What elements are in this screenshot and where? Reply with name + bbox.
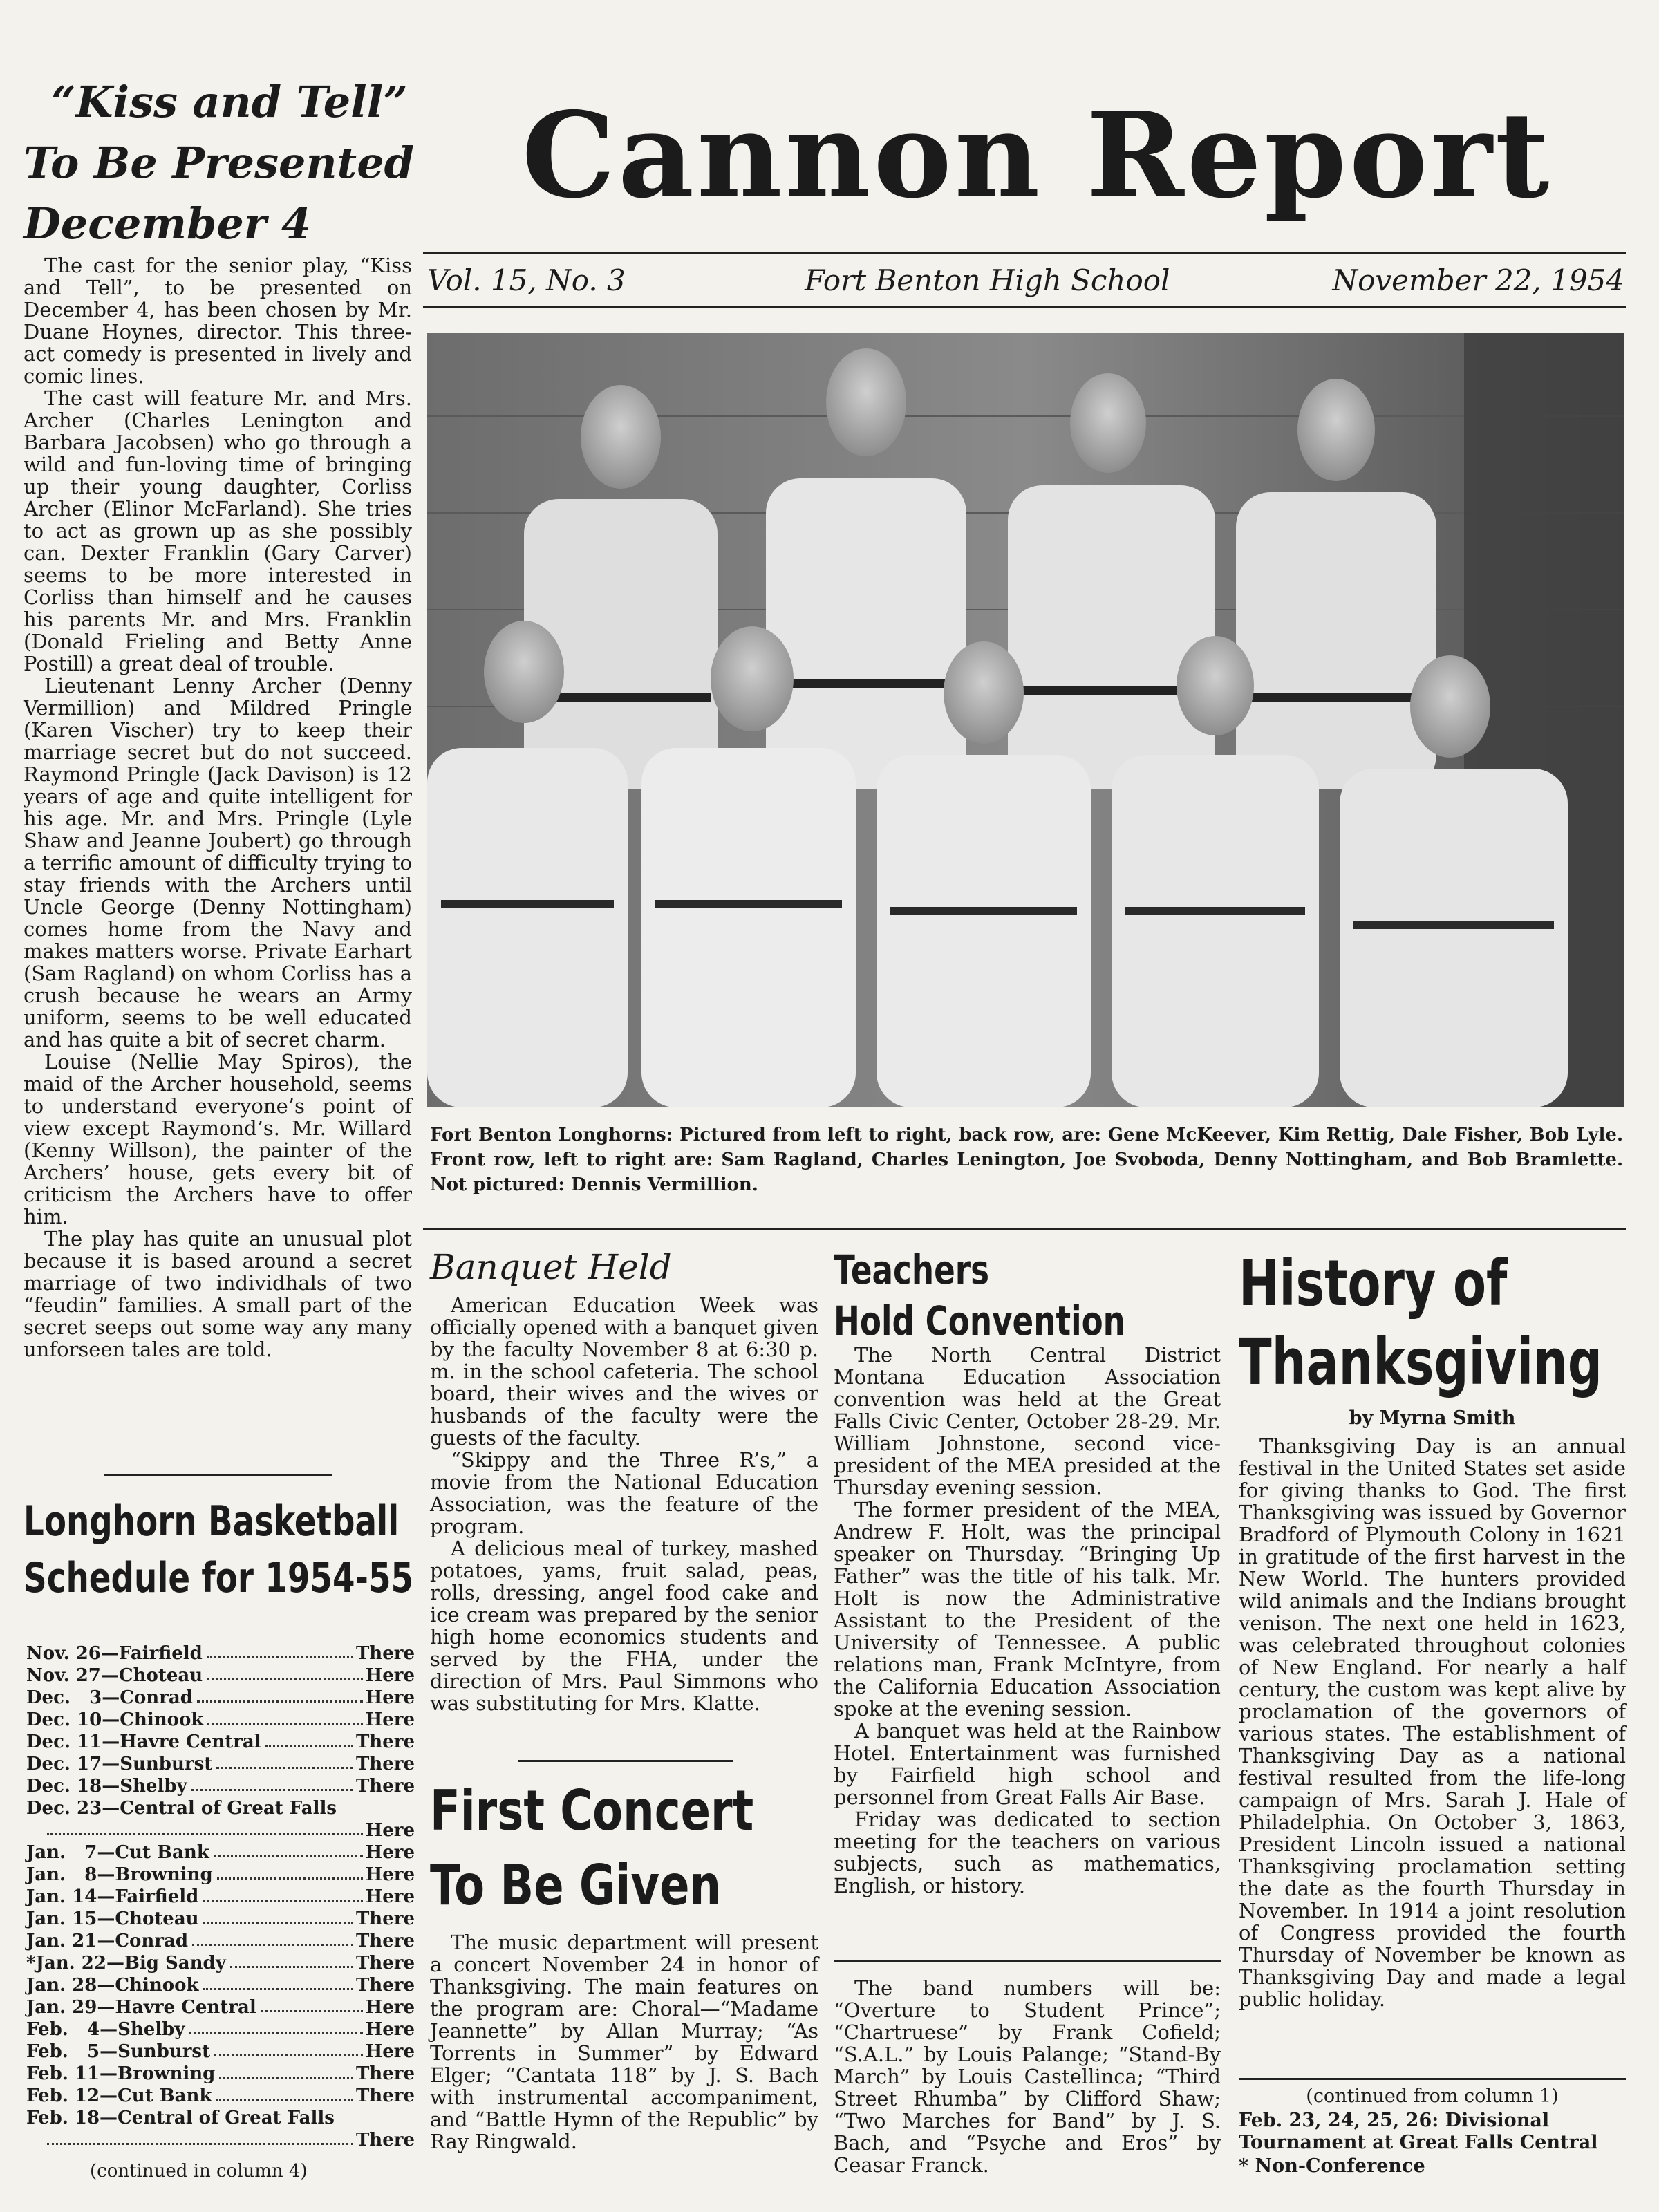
teachers-paragraph: Friday was dedicated to section meeting for the teachers on various subjects, such as mathematics, English, or history. [834,1808,1221,1897]
game-opponent: Sunburst [120,1754,213,1774]
play-paragraph: The play has quite an unusual plot because it is based around a secret marriage of two individhals of two “feudin” families. A small part of the secret seeps out some way any many unforseen tales are told. [24,1227,412,1361]
schedule-row [26,1775,415,1797]
concert-band-article [834,1977,1221,2176]
dot-leader [214,2041,363,2056]
game-opponent: Conrad [120,1687,193,1708]
play-paragraph: Louise (Nellie May Spiros), the maid of the Archer household, seems to understand everyone’s point of view except Raymond’s. Mr. Willard (Kenny Willson), the painter of the Archers’ house, gets every bit of criticism the Archers have to offer him. [24,1050,412,1228]
schedule-row [26,1687,415,1709]
dash: — [97,1909,115,1929]
thanksgiving-headline-line-1: History of [1239,1246,1508,1320]
schedule-row [26,1930,415,1952]
basketball-schedule [26,1642,415,2151]
dash: — [100,1665,119,1686]
game-date: Nov. 26 [26,1643,101,1664]
schedule-row [26,1797,415,1819]
game-date: Dec. 3 [26,1687,102,1708]
game-date: Dec. 23 [26,1798,102,1819]
game-opponent: Cut Bank [118,2086,212,2106]
concert-band-paragraph: The band numbers will be: “Overture to Student Prince”; “Chartruese” by Frank Cofield; “S.A.L.” by Louis Palange; “Stand-By March” by Louis Castellinca; “Third Street Rhumba” by Clifford Shaw; “Two Marches for Band” by J. S. Bach, and “Psyche and Eros” by Ceasar Franck. [834,1976,1221,2177]
dot-leader [47,2129,353,2145]
play-headline-line-2: To Be Presented [24,138,414,188]
play-paragraph: Lieutenant Lenny Archer (Denny Vermillion) and Mildred Pringle (Karen Vischer) try to keep their marriage secret but do not succeed. Raymond Pringle (Jack Davison) is 12 years of age and quite intelligent for his age. Mr. and Mrs. Pringle (Lyle Shaw and Jeanne Joubert) go through a terrific amount of difficulty trying to stay friends with the Archers until Uncle George (Denny Nottingham) comes home from the Navy and makes matters worse. Private Earhart (Sam Ragland) on whom Corliss has a crush because he wears an Army uniform, seems to be well educated and has quite a bit of secret charm. [24,674,412,1051]
game-opponent: Browning [118,2063,216,2084]
game-location: Here [365,1665,415,1686]
continued-note: (continued in column 4) [90,2161,308,2182]
game-opponent: Chinook [115,1975,199,1996]
game-date: Jan. 14 [26,1886,97,1907]
thanksgiving-headline-line-2: Thanksgiving [1239,1325,1602,1399]
game-location: There [355,2130,415,2150]
game-opponent: Browning [115,1864,213,1885]
dot-leader [265,1731,353,1747]
dot-leader [207,1665,363,1680]
schedule-row [26,1841,415,1864]
game-date: Jan. 15 [26,1909,97,1929]
game-opponent: Choteau [115,1909,199,1929]
dash: — [100,2086,118,2106]
play-headline [24,72,424,254]
schedule-row [26,2085,415,2107]
dot-leader [230,1952,353,1968]
dash: — [97,1864,115,1885]
game-opponent: Conrad [115,1931,189,1951]
game-location: There [355,1975,415,1996]
thanksgiving-article [1239,1435,1626,2010]
schedule-row [26,1952,415,1974]
dot-leader [207,1709,362,1725]
non-conference-footnote: * Non-Conference [1239,2155,1425,2177]
schedule-row [26,2018,415,2041]
game-date: Feb. 12 [26,2086,100,2106]
dot-leader [189,2018,362,2034]
schedule-row [26,1996,415,2018]
dash: — [97,1842,115,1863]
game-date: Feb. 5 [26,2041,100,2062]
game-location: There [355,2086,415,2106]
play-article [24,254,412,1360]
game-date: Jan. 8 [26,1864,97,1885]
game-opponent: Shelby [120,1776,187,1797]
concert-headline-line-1: First Concert [430,1779,754,1843]
banquet-paragraph: “Skippy and the Three R’s,” a movie from the National Education Association, was the feature of the program. [430,1448,818,1538]
dash: — [100,2108,118,2128]
thanksgiving-headline [1239,1244,1626,1402]
game-date: Feb. 11 [26,2063,100,2084]
schedule-row [26,1974,415,1996]
dash: — [100,2063,118,2084]
dot-leader [216,1753,353,1769]
play-paragraph: The cast for the senior play, “Kiss and Tell”, to be presented on December 4, has been chosen by Mr. Duane Hoynes, director. This three-act comedy is presented in lively and comic lines. [24,254,412,388]
dash: — [102,1776,120,1797]
schedule-row [26,1709,415,1731]
banquet-paragraph: A delicious meal of turkey, mashed potatoes, yams, fruit salad, peas, rolls, dressing, angel food cake and ice cream was prepared by the senior high home economics students and served by the FHA, under the direction of Mrs. Paul Simmons who was substituting for Mrs. Klatte. [430,1537,818,1715]
game-opponent: Chinook [120,1709,204,1730]
dash: — [102,1732,120,1752]
divider [104,1474,332,1476]
thanksgiving-byline: by Myrna Smith [1349,1407,1516,1429]
schedule-row [26,1886,415,1908]
photo-caption: Fort Benton Longhorns: Pictured from left to right, back row, are: Gene McKeever, Kim Rettig, Dale Fisher, Bob Lyle. Front row, left to right are: Sam Ragland, Charles Lenington, Joe Svoboda, Denny Nottingham, and Bob Bramlette. Not pictured: Dennis Vermillion. [430,1125,1623,1195]
game-date: Dec. 18 [26,1776,102,1797]
game-opponent: Havre Central [120,1732,261,1752]
game-date: Feb. 18 [26,2108,100,2128]
game-date: Feb. 4 [26,2019,100,2040]
game-date: Dec. 17 [26,1754,102,1774]
game-date: Jan. 7 [26,1842,97,1863]
teachers-paragraph: The former president of the MEA, Andrew F. Holt, was the principal speaker on Thursday. “Bringing Up Father” was the title of his talk. Mr. Holt is now the Administrative Assistant to the President of the University of Tennessee. A public relations man, Frank McIntyre, from the California Education Association spoke at the evening session. [834,1498,1221,1721]
game-location: Here [365,1820,415,1841]
game-location: There [355,1732,415,1752]
basketball-headline-line-1: Longhorn Basketball [24,1497,400,1546]
masthead-date: November 22, 1954 [1332,263,1624,297]
masthead-volume: Vol. 15, No. 3 [427,263,626,297]
banquet-article [430,1294,818,1714]
schedule-row [26,1908,415,1930]
dot-leader [261,1996,363,2012]
schedule-row [26,1731,415,1753]
dot-leader [216,2085,353,2101]
game-location: Here [365,1842,415,1863]
thanksgiving-paragraph: Thanksgiving Day is an annual festival in the United States set aside for giving thanks to God. The first Thanksgiving was issued by Governor Bradford of Plymouth Colony in 1621 in gratitude of the first harvest in the New World. The hunters provided wild animals and the Indians brought venison. The next one held in 1623, was celebrated throughout colonies of New England. For nearly a half century, the custom was kept alive by proclamation of the governors of various states. The establishment of Thanksgiving Day as a national festival resulted from the life-long campaign of Mrs. Sarah J. Hale of Philadelphia. On October 3, 1863, President Lincoln issued a national Thanksgiving proclamation setting the date as the fourth Thursday in November. In 1914 a joint resolution of Congress provided the fourth Thursday of November be known as Thanksgiving Day and made a legal public holiday. [1239,1434,1626,2011]
schedule-row [26,2107,415,2129]
tournament-note: Feb. 23, 24, 25, 26: Divisional Tournament at Great Falls Central [1239,2110,1598,2153]
game-location: There [355,1776,415,1797]
dot-leader [191,1775,353,1791]
game-location: Here [365,1886,415,1907]
dash: — [97,1975,115,1996]
game-opponent: Shelby [118,2019,185,2040]
dash: — [97,1931,115,1951]
dash: — [100,1643,119,1664]
game-opponent: Havre Central [115,1997,256,2018]
game-location: There [355,1909,415,1929]
game-date: Nov. 27 [26,1665,101,1686]
dot-leader [217,1864,363,1880]
game-opponent: Fairfield [118,1643,203,1664]
game-date: Jan. 28 [26,1975,97,1996]
dash: — [97,1886,115,1907]
divider [834,1960,1221,1962]
dot-leader [203,1974,353,1990]
schedule-row [26,1665,415,1687]
game-opponent: Big Sandy [124,1953,226,1974]
schedule-row [26,1864,415,1886]
team-photo [427,333,1624,1107]
concert-article [430,1931,818,2153]
game-opponent: Central of Great Falls [118,2108,335,2128]
dash: — [102,1709,120,1730]
dot-leader [197,1687,363,1703]
schedule-row-continued [26,1819,415,1841]
teachers-headline [834,1244,1221,1347]
teachers-article [834,1344,1221,1897]
basketball-headline-line-2: Schedule for 1954-55 [24,1554,414,1602]
game-location: Here [365,1997,415,2018]
team-photo-image [427,333,1624,1107]
game-opponent: Central of Great Falls [120,1798,337,1819]
dash: — [97,1997,115,2018]
game-date: Jan. 29 [26,1997,97,2018]
game-opponent: Sunburst [118,2041,211,2062]
teachers-paragraph: The North Central District Montana Education Association convention was held at the Great Falls Civic Center, October 28-29. Mr. William Johnstone, second vice-president of the MEA presided at the Thursday evening session. [834,1343,1221,1499]
game-location: There [355,1931,415,1951]
concert-headline-line-2: To Be Given [430,1853,722,1918]
game-opponent: Choteau [118,1665,203,1686]
dot-leader [203,1886,362,1902]
schedule-row [26,2063,415,2085]
game-date: Jan. 21 [26,1931,97,1951]
dot-leader [219,2063,353,2079]
dot-leader [47,1819,363,1835]
game-location: There [355,1754,415,1774]
continued-from-note: (continued from column 1) [1306,2086,1559,2107]
dot-leader [192,1930,353,1946]
masthead-rule-top [423,252,1626,254]
dot-leader [207,1642,353,1658]
game-location: There [355,2063,415,2084]
divider [1239,2078,1626,2080]
dash: — [102,1687,120,1708]
schedule-row [26,1642,415,1665]
play-headline-line-3: December 4 [24,198,312,249]
teachers-paragraph: A banquet was held at the Rainbow Hotel. Entertainment was furnished by Fairfield high school and personnel from Great Falls Air Base. [834,1719,1221,1809]
dot-leader [214,1841,363,1857]
section-rule [423,1228,1626,1230]
masthead-title: Cannon Report [521,86,1553,225]
dash: — [102,1798,120,1819]
play-paragraph: The cast will feature Mr. and Mrs. Archer (Charles Lenington and Barbara Jacobsen) who go through a wild and fun-loving time of bringing up their young daughter, Corliss Archer (Elinor McFarland). She tries to act as grown up as she possibly can. Dexter Franklin (Gary Carver) seems to be more interested in Corliss than himself and he causes his parents Mr. and Mrs. Franklin (Donald Frieling and Betty Anne Postill) a great deal of trouble. [24,386,412,675]
schedule-row [26,1753,415,1775]
dash: — [100,2041,118,2062]
dash: — [100,2019,118,2040]
banquet-headline: Banquet Held [430,1247,672,1287]
dash: — [102,1754,120,1774]
game-location: There [355,1643,415,1664]
dash: — [106,1953,124,1974]
basketball-headline [24,1493,424,1606]
game-location: Here [365,2019,415,2040]
teachers-headline-line-1: Teachers [834,1246,990,1293]
game-date: Dec. 11 [26,1732,102,1752]
game-location: Here [365,2041,415,2062]
game-location: Here [365,1709,415,1730]
dot-leader [203,1908,353,1924]
play-headline-line-1: “Kiss and Tell” [51,77,408,127]
game-date: *Jan. 22 [26,1953,106,1974]
game-location: Here [365,1687,415,1708]
concert-headline [430,1774,831,1923]
divider [518,1760,733,1762]
game-opponent: Fairfield [115,1886,199,1907]
masthead-rule-bottom [423,306,1626,308]
banquet-paragraph: American Education Week was officially opened with a banquet given by the faculty November 8 at 6:30 p. m. in the school cafeteria. The school board, their wives and the wives or husbands of the faculty were the guests of the faculty. [430,1293,818,1450]
teachers-headline-line-2: Hold Convention [834,1297,1125,1344]
concert-paragraph: The music department will present a concert November 24 in honor of Thanksgiving. The main features on the program are: Choral—“Madame Jeannette” by Allan Murray; “As Torrents in Summer” by Edward Elger; “Cantata 118” by J. S. Bach with instrumental accompaniment, and “Battle Hymn of the Republic” by Ray Ringwald. [430,1931,818,2153]
schedule-row [26,2041,415,2063]
masthead-school: Fort Benton High School [805,263,1170,297]
game-location: Here [365,1864,415,1885]
game-location: There [355,1953,415,1974]
game-opponent: Cut Bank [115,1842,209,1863]
game-date: Dec. 10 [26,1709,102,1730]
schedule-row-continued [26,2129,415,2151]
